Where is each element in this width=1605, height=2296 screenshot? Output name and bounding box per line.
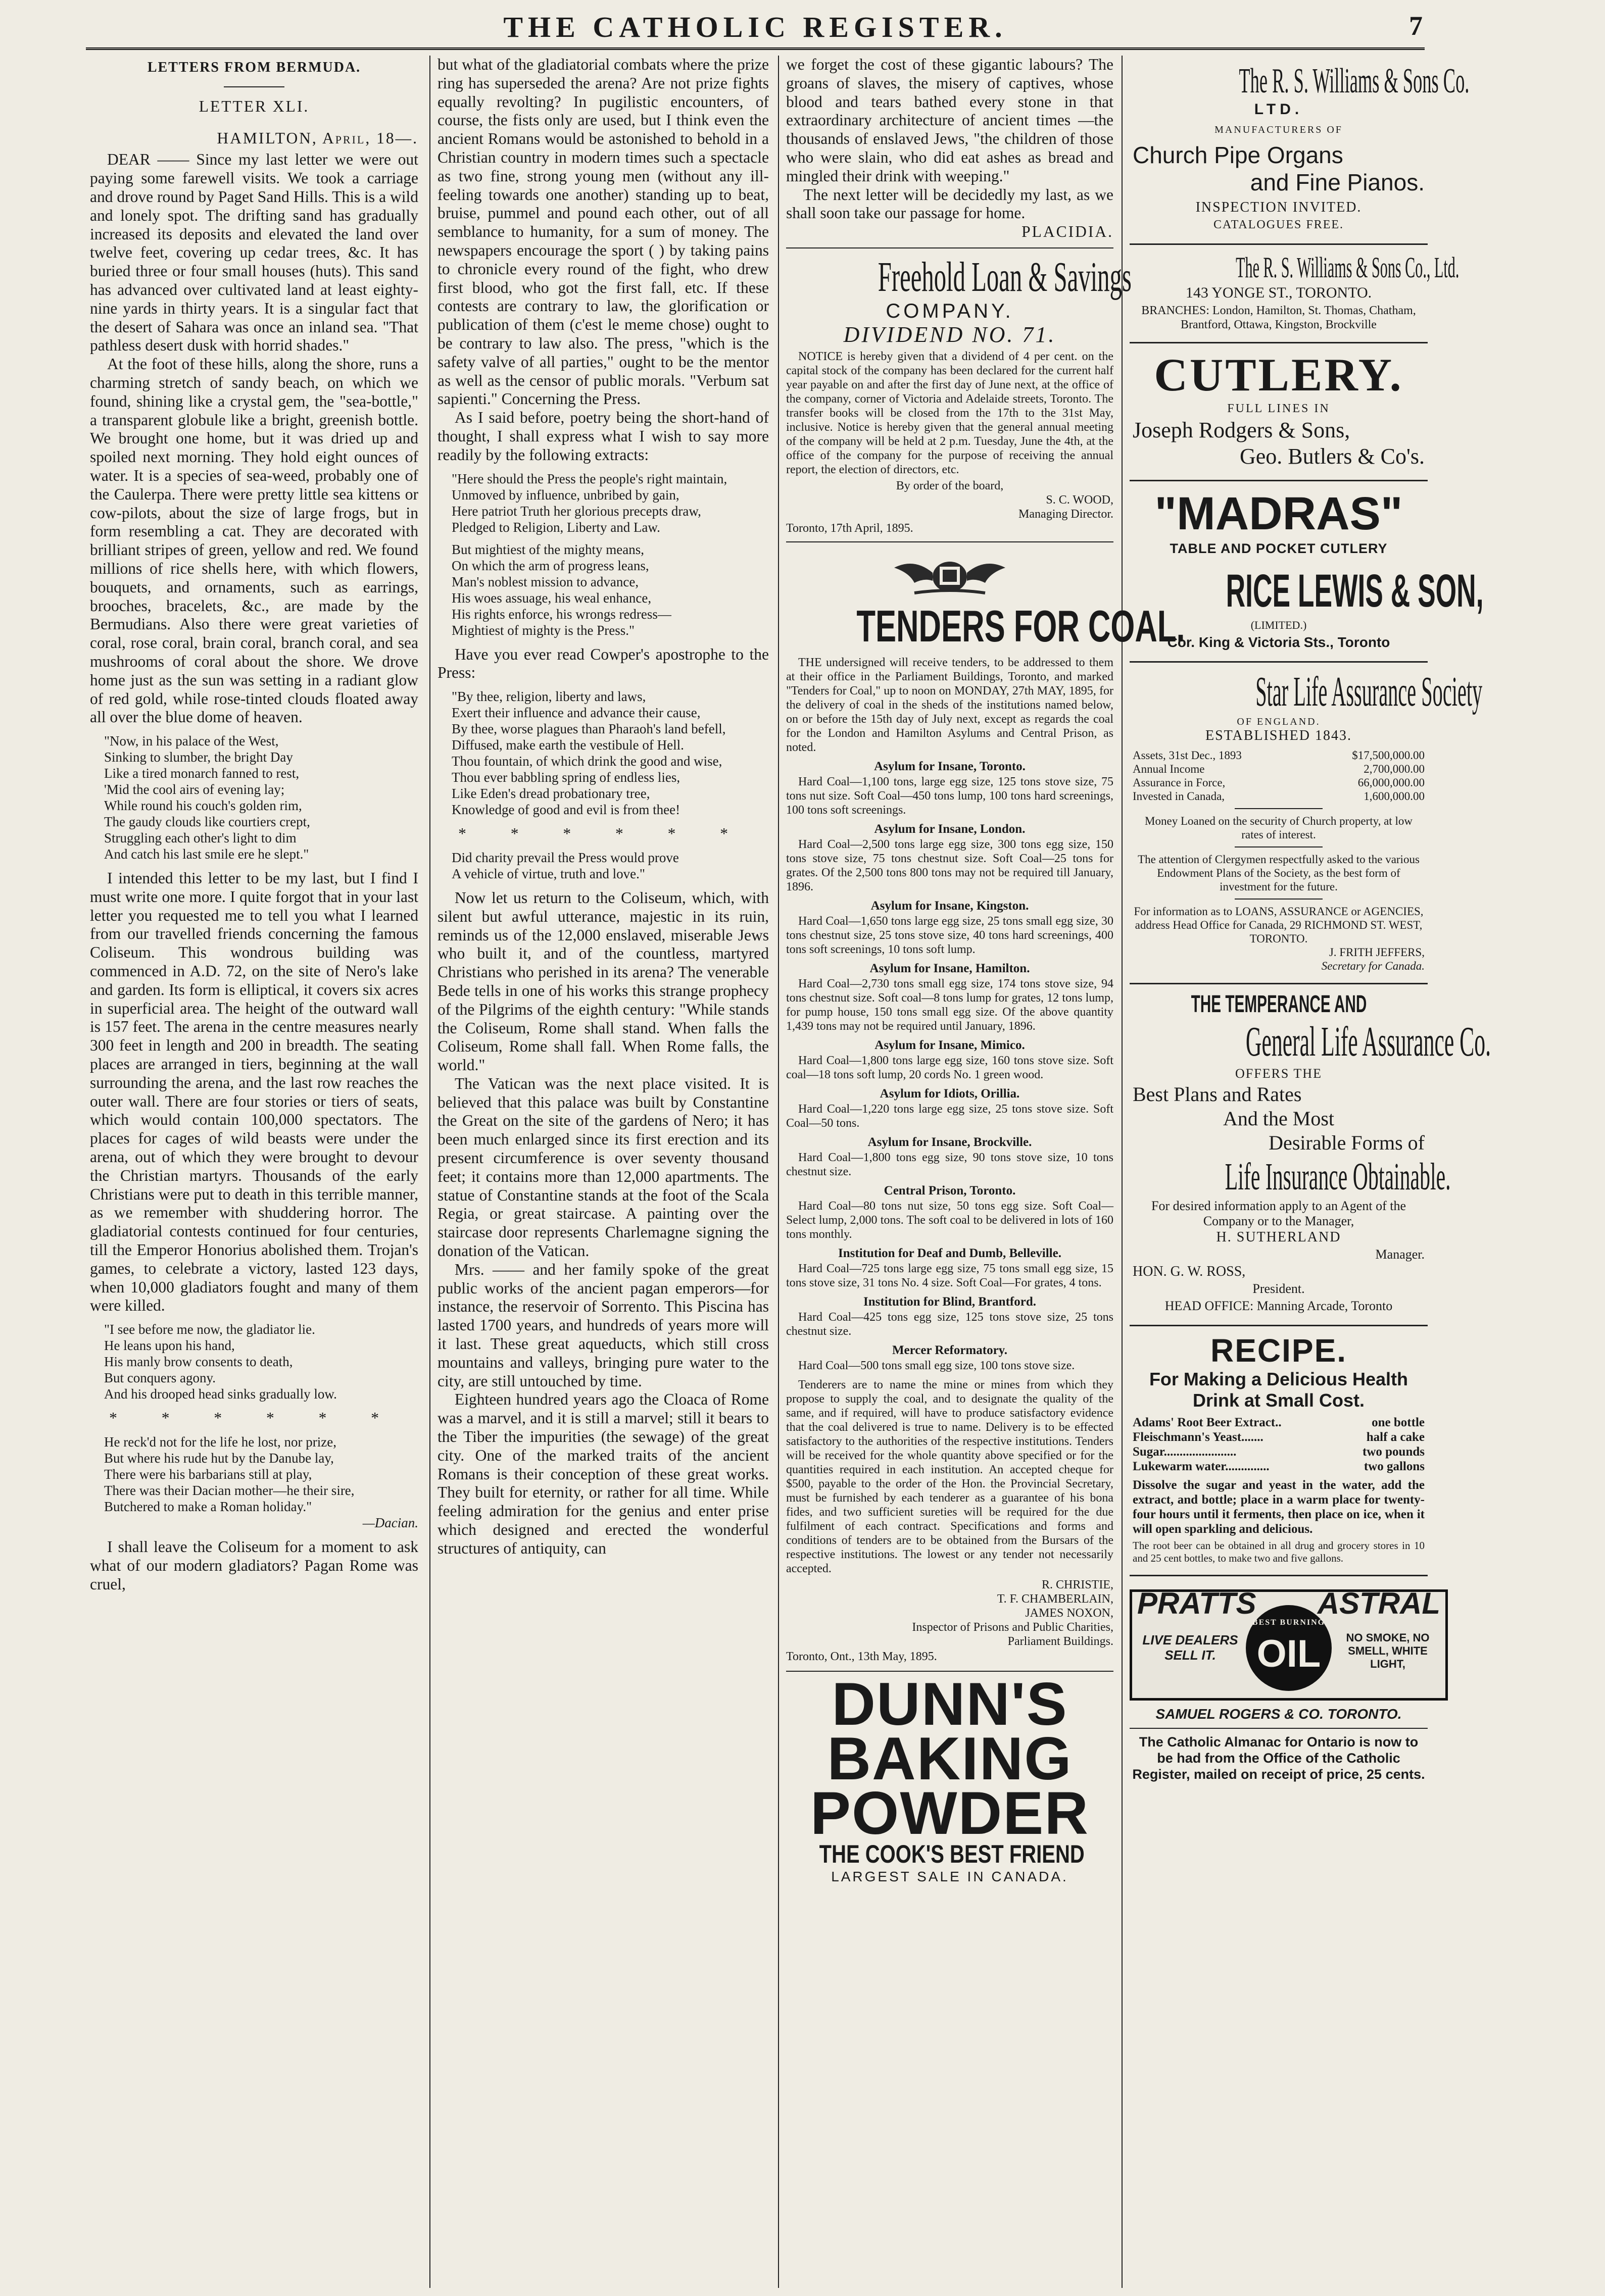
dunn-line: POWDER (810, 1779, 1089, 1847)
article-paragraph: we forget the cost of these gigantic labours? The groans of slaves, the misery of captives, whose blood and tears bathed every stone in that extraordinary architecture of ancient times —the thousands of enslaved Jews, "the children of those who were slain, who did eat ashes as bread and mingled their drink with weeping." (786, 56, 1113, 185)
freehold-title-text: Freehold Loan & Savings (878, 253, 1132, 301)
dunn-tagline (786, 1840, 1113, 1868)
divider (224, 86, 284, 87)
cutlery-maker1: Joseph Rodgers & Sons, (1133, 418, 1350, 442)
rsw2-title-text: The R. S. Williams & Sons Co., Ltd. (1236, 251, 1460, 284)
institution-heading: Asylum for Insane, Hamilton. (869, 961, 1030, 975)
freehold-title (786, 253, 1132, 301)
article-signature: PLACIDIA. (1022, 223, 1113, 241)
article-paragraph: Now let us return to the Coliseum, which, with silent but awful utterance, majestic in its ruin, reminds us of the 12,000 enslaved, miserable Jews who built it, and of the countless, martyred Christians who perished in its arena? The venerable Bede tells in one of his works this strange prophecy of the Pilgrims of the eighth century: "While stands the Coliseum, Rome shall stand. When falls the Coliseum, Rome shall fall. When Rome falls, the world." (437, 888, 769, 1074)
temperance-desirable: Desirable Forms of (1269, 1131, 1425, 1154)
divider (1235, 899, 1322, 900)
pratt-astral-logo (1130, 1586, 1448, 1701)
rsw2-address: 143 YONGE ST., TORONTO. (1185, 284, 1372, 301)
institution-detail: Hard Coal—2,500 tons large egg size, 300 tons egg size, 150 tons stove size, 75 tons chestnut size. Soft Coal—25 tons for grates. Of the 2,500 tons 800 tons may not be required till January, 1896. (786, 837, 1113, 893)
recipe-item: Sugar....................... (1133, 1445, 1237, 1459)
recipe-note: The root beer can be obtained in all drug and grocery stores in 10 and 25 cent bottles, to make two and five gallons. (1133, 1539, 1425, 1564)
poem-line: Thou fountain, of which drink the good and wise, (452, 754, 722, 769)
temperance-life (1133, 1155, 1451, 1199)
rice-lewis-limited: (LIMITED.) (1250, 619, 1307, 631)
poem-line: "Here should the Press the people's right maintain, (452, 471, 727, 486)
temperance-most: And the Most (1223, 1107, 1334, 1130)
financial-value: $17,500,000.00 (1352, 749, 1425, 762)
poem-line: He leans upon his hand, (104, 1338, 235, 1354)
recipe-quantity: two gallons (1364, 1460, 1425, 1473)
poem-line: "I see before me now, the gladiator lie. (104, 1322, 315, 1337)
pratt-maker: SAMUEL ROGERS & CO. TORONTO. (1155, 1706, 1402, 1722)
poem-line: There were his barbarians still at play, (104, 1467, 312, 1482)
poem-line: His woes assuage, his weal enhance, (452, 590, 652, 606)
pratt-oil-badge (1246, 1605, 1332, 1691)
dunn-ad (786, 1670, 1113, 1886)
poem-charity (452, 850, 769, 882)
column-letters (90, 56, 418, 2288)
poem-line: Diffused, make earth the vestibule of Hell. (452, 737, 684, 753)
poem-press (452, 471, 769, 638)
recipe-row (1133, 1415, 1425, 1430)
star-financials (1133, 748, 1425, 803)
letter-paragraph: I intended this letter to be my last, but I find I must write one more. I quite forgot that in your last letter you requested me to tell you what I learned from our travelled friends concerning the famous Coliseum. This wondrous building was commenced in A.D. 72, on the site of Nero's lake and garden. Its form is elliptical, it covers six acres in superficial area. The height of the outward wall is 157 feet. The arena in the centre measures nearly 300 feet in length and 200 in breadth. The seating places are arranged in tiers, beginning at the wall surrounding the arena, and the last row reaches the outer wall. There are four stories or tiers of seats, which would contain 100,000 spectators. The places for cages of wild beasts were under the arena, out of which they were brought to devour the Christian martyrs. Thousands of the early Christians were put to death in this terrible manner, as we remember with shuddering horror. The gladiatorial contests continued for four centuries, till the Emperor Honorius abolished them. Trojan's games, to celebrate a victory, lasted 123 days, when 10,000 gladiators fought and many of them were killed. (90, 869, 418, 1315)
poem-line: Struggling each other's light to dim (104, 830, 297, 846)
institution-detail: Hard Coal—1,650 tons large egg size, 25 tons small egg size, 30 tons chestnut size, 25 tons stove size, 40 tons hard screenings, 400 tons soft screenings, 10 tons soft lump. (786, 914, 1113, 956)
institution-heading: Asylum for Insane, Toronto. (874, 759, 1026, 773)
poem-line: While round his couch's golden rim, (104, 798, 302, 814)
rsw-branches-ad (1130, 245, 1460, 343)
star-established: ESTABLISHED 1843. (1205, 728, 1352, 743)
ornament-stars: * * * * * * (109, 1409, 399, 1427)
poem-line: And his drooped head sinks gradually low. (104, 1386, 337, 1402)
temperance-ad (1130, 984, 1491, 1326)
financial-row (1133, 789, 1425, 803)
temperance-life-text: Life Insurance Obtainable. (1225, 1156, 1451, 1198)
dunn-line: BAKING (827, 1724, 1073, 1792)
rsw-title (1133, 62, 1470, 101)
institution-heading: Institution for Deaf and Dumb, Belleville. (838, 1246, 1061, 1260)
tender-signer: JAMES NOXON, (1025, 1606, 1113, 1620)
recipe-ingredients (1133, 1415, 1425, 1474)
temperance-office: HEAD OFFICE: Manning Arcade, Toronto (1164, 1299, 1393, 1313)
divider (786, 247, 1113, 248)
temperance-offers: OFFERS THE (1235, 1066, 1322, 1081)
rsw-ltd: LTD. (1254, 101, 1303, 118)
poem-line: "Now, in his palace of the West, (104, 733, 279, 749)
coat-of-arms-icon (884, 553, 1015, 598)
star-info: For information as to LOANS, ASSURANCE or AGENCIES, address Head Office for Canada, 29 RICHMOND ST. WEST, TORONTO. (1134, 905, 1424, 945)
dividend-order: By order of the board, (896, 479, 1004, 492)
pratt-brand: PRATTS (1137, 1586, 1256, 1620)
star-title (1133, 668, 1483, 715)
temperance-president: HON. G. W. ROSS, (1133, 1264, 1246, 1279)
letter-paragraph: I shall leave the Coliseum for a moment to ask what of our modern gladiators? Pagan Rome was cruel, (90, 1538, 418, 1593)
tenders-text: THE undersigned will receive tenders, to be addressed to them at their office in the Parliament Buildings, Toronto, and marked "Tenders for Coal," up to noon on MONDAY, 27th MAY, 1895, for the delivery of coal in the sheds of the institutions named below, on or before the 15th day of July next, except as regards the coal for the London and Hamilton Asylums and Central Prison, as noted. (786, 656, 1113, 754)
tenders-title (786, 601, 1185, 651)
poem-line: By thee, worse plagues than Pharaoh's land befell, (452, 721, 726, 737)
almanac-notice: The Catholic Almanac for Ontario is now to be had from the Office of the Catholic Register, mailed on receipt of price, 25 cents. (1132, 1734, 1425, 1782)
rice-lewis-title-text: RICE LEWIS & SON, (1226, 565, 1484, 617)
dateline: HAMILTON, April, 18—. (217, 129, 418, 147)
poem-line: Here patriot Truth her glorious precepts draw, (452, 503, 701, 519)
tenders-notice (786, 656, 1113, 1664)
article-paragraph: The Vatican was the next place visited. It is believed that this palace was built by Constantine the Great on the site of the gardens of Nero; it has been much enlarged since its first erection and its present circumference is over seventy thousand feet; it contains more than 12,000 apartments. The statue of Constantine stands at the foot of the Scala Regia, or great staircase. A painting over the staircase door represents Charlemagne signing the donation of the Vatican. (437, 1074, 769, 1260)
newspaper-title: THE CATHOLIC REGISTER. (503, 11, 1007, 43)
tender-signer: T. F. CHAMBERLAIN, (997, 1592, 1113, 1606)
institution-detail: Hard Coal—2,730 tons small egg size, 174 tons stove size, 94 tons chestnut size. Soft coal—8 tons lump for grates, 12 tons lump, for pump house, 150 tons small egg size. Of the above quantity 1,439 tons may not be required until January, 1896. (786, 977, 1113, 1033)
poem-line: But mightiest of the mighty means, (452, 541, 644, 557)
poem-line: Unmoved by influence, unbribed by gain, (452, 487, 679, 503)
article-paragraph: but what of the gladiatorial combats where the prize ring has superseded the arena? Are not prize fights equally revolting? In pugilistic encounters, of course, the fists only are used, but I think even the ancient Romans would be astonished to behold in a Christian country in modern times such a spectacle as two fine, strong young men (without any ill-feeling towards one another) standing up to beat, bruise, pummel and pound each other, out of all semblance to humanity, for a sum of money. The newspapers encourage the sport ( ) by taking pains to chronicle every round of the fight, who drew first blood, who got the first fall, etc. If these contests are contrary to law, the glorification or publication of them (c'est le meme chose) ought to be contrary to law also. The press, "which is the safety valve of all parties," ought to be the mentor as well as the censor of public morals. "Verbum sat sapienti." Concerning the Press. (437, 56, 769, 408)
cutlery-ad (1130, 343, 1428, 481)
financial-label: Invested in Canada, (1133, 790, 1225, 803)
madras-title: "MADRAS" (1154, 488, 1403, 539)
financial-label: Assets, 31st Dec., 1893 (1133, 749, 1242, 762)
dunn-line: DUNN'S (832, 1670, 1068, 1738)
rice-lewis-ad (1130, 559, 1484, 663)
madras-ad (1130, 481, 1428, 559)
institution-detail: Hard Coal—1,800 tons egg size, 90 tons stove size, 10 tons chestnut size. (786, 1151, 1113, 1178)
tender-signer: Inspector of Prisons and Public Charities, (912, 1620, 1113, 1634)
rsw2-branches: BRANCHES: London, Hamilton, St. Thomas, Chatham, Brantford, Ottawa, Kingston, Brockville (1141, 304, 1416, 331)
poem-line: And catch his last smile ere he slept." (104, 846, 309, 862)
temperance-best: Best Plans and Rates (1133, 1083, 1302, 1106)
poem-cowper (452, 688, 769, 818)
pratt-ad (1130, 1576, 1440, 1782)
masthead (86, 7, 1425, 50)
freehold-company: COMPANY. (886, 300, 1014, 322)
recipe-quantity: two pounds (1363, 1445, 1425, 1459)
article-paragraph: The next letter will be decidedly my last, as we shall soon take our passage for home. (786, 185, 1113, 222)
institution-detail: Hard Coal—1,800 tons large egg size, 160 tons stove size. Soft coal—18 tons soft lump, 20 cords No. 1 green wood. (786, 1054, 1113, 1081)
poem-line: Man's noblest mission to advance, (452, 574, 639, 589)
rsw-title-text: The R. S. Williams & Sons Co. (1239, 62, 1470, 101)
poem-line: Like Eden's dread probationary tree, (452, 786, 650, 802)
poem-line: Did charity prevail the Press would prove (452, 850, 679, 865)
poem-line: Sinking to slumber, the bright Day (104, 750, 293, 765)
rsw-ad (1130, 56, 1470, 245)
financial-row (1133, 776, 1425, 789)
rsw-manufacturers: MANUFACTURERS OF (1214, 124, 1343, 135)
pratt-features: NO SMOKE, NO SMELL, WHITE LIGHT, (1346, 1631, 1430, 1670)
poem-line: Butchered to make a Roman holiday." (104, 1499, 312, 1515)
ornament-stars: * * * * * * (458, 825, 748, 843)
recipe-quantity: one bottle (1372, 1416, 1425, 1429)
institution-detail: Hard Coal—80 tons nut size, 50 tons egg size. Soft Coal—Select lump, 2,000 tons. The soft coal to be delivered in lots of 160 tons monthly. (786, 1199, 1113, 1241)
star-title-text: Star Life Assurance Society (1255, 668, 1483, 715)
rsw-catalogues: CATALOGUES FREE. (1213, 218, 1344, 231)
article-paragraph: Have you ever read Cowper's apostrophe to the Press: (437, 645, 769, 682)
financial-value: 1,600,000.00 (1364, 790, 1425, 803)
dividend-text: NOTICE is hereby given that a dividend of 4 per cent. on the capital stock of the company has been declared for the current half year payable on and after the first day of June next, at the office of the company, corner of Victoria and Adelaide streets, Toronto. The transfer books will be closed from the 17th to the 31st May, inclusive. Notice is hereby given that the general annual meeting of the company will be held at 2 p.m. Tuesday, June the 4th, at the office of the company for the purpose of receiving the annual report, the election of directors, etc. (786, 350, 1113, 476)
dividend-role: Managing Director. (1018, 507, 1113, 521)
institution-heading: Asylum for Insane, London. (874, 822, 1026, 836)
poem-line: A vehicle of virtue, truth and love." (452, 866, 645, 881)
institution-detail: Hard Coal—1,100 tons, large egg size, 125 tons stove size, 75 tons nut size. Soft Coal—450 tons lump, 100 tons hard screenings, 100 tons soft screenings. (786, 775, 1113, 817)
freehold-ad (786, 253, 1132, 535)
financial-value: 2,700,000.00 (1364, 763, 1425, 775)
rsw-inspection: INSPECTION INVITED. (1195, 199, 1362, 215)
recipe-ad (1130, 1326, 1428, 1576)
poem-line: But conquers agony. (104, 1370, 216, 1386)
temperance-title2-text: General Life Assurance Co. (1245, 1018, 1491, 1065)
letter-paragraph: DEAR —— Since my last letter we were out paying some farewell visits. We took a carriage and drove round by Paget Sand Hills. This is a wild and lonely spot. The drifting sand has gradually increased its deposits and elevated the land over twelve feet, covering up cedar trees, &c. It has buried three or four small houses (huts). This sand has advanced over cultivated land at least eighty-nine yards in thirty years. It is a singular fact that the desert of Sahara was once an inland sea. "That pathless desert dusk with horrid shades." (90, 151, 418, 355)
institution-heading: Mercer Reformatory. (892, 1343, 1008, 1357)
poem-attribution: —Dacian. (362, 1515, 418, 1531)
divider (1235, 808, 1322, 809)
dividend-heading: DIVIDEND NO. 71. (843, 322, 1056, 347)
poem-line: But where his rude hut by the Danube lay, (104, 1451, 334, 1466)
rice-lewis-address: Cor. King & Victoria Sts., Toronto (1167, 634, 1390, 650)
recipe-item: Fleischmann's Yeast....... (1133, 1430, 1263, 1444)
tender-terms: Tenderers are to name the mine or mines from which they propose to supply the coal, and to designate the quality of the same, and if required, will have to produce satisfactory evidence that the coal delivered is true to name. Delivery is to be effected satisfactory to the authorities of the respective institutions. Tenders will be received for the whole quantity above specified or for the quantities required in each institution. An accepted cheque for $500, payable to the order of the Hon. the Provincial Secretary, must be furnished by each tenderer as a guarantee of his bona fides, and two sufficient sureties will be required for the due fulfilment of each contract. Specifications and forms and conditions of tenders are to be obtained from the Bursars of the respective institutions. The lowest or any tender not necessarily accepted. (786, 1378, 1113, 1575)
institution-heading: Asylum for Idiots, Orillia. (880, 1086, 1020, 1101)
rsw-line1: Church Pipe Organs (1133, 142, 1343, 168)
poem-line: There was their Dacian mother—he their sire, (104, 1483, 355, 1499)
pratt-best: BEST BURNING (1252, 1618, 1326, 1627)
dividend-notice (786, 350, 1113, 535)
divider (1130, 1728, 1428, 1729)
institution-heading: Institution for Blind, Brantford. (863, 1294, 1036, 1309)
cutlery-full-lines: FULL LINES IN (1227, 402, 1330, 415)
poem-line: Mightiest of mighty is the Press." (452, 622, 635, 638)
financial-label: Annual Income (1133, 763, 1205, 775)
poem-sunset (104, 733, 418, 862)
financial-row (1133, 762, 1425, 776)
institution-detail: Hard Coal—425 tons egg size, 125 tons stove size, 25 tons chestnut size. (786, 1310, 1113, 1338)
column-ads (1130, 56, 1491, 2288)
temperance-desired: For desired information apply to an Agent of the Company or to the Manager, (1151, 1199, 1406, 1228)
poem-line: Thou ever babbling spring of endless lies, (452, 770, 680, 785)
temperance-title (1133, 990, 1425, 1019)
poem-line: On which the arm of progress leans, (452, 558, 649, 573)
article-paragraph: Eighteen hundred years ago the Cloaca of Rome was a marvel, and it is still a marvel; still it bears to the Tiber the impurities (the sewage) of the great city. One of the marked traits of the ancient Romans is their conception of these great works. They built for eternity, or rather for all time. While feeling admiration for the genius and enter prise which designed and erected the wonderful structures of antiquity, can (437, 1390, 769, 1557)
star-of: OF ENGLAND. (1237, 716, 1321, 727)
poem-line: Exert their influence and advance their cause, (452, 705, 701, 721)
institution-detail: Hard Coal—500 tons small egg size, 100 tons stove size. (798, 1359, 1075, 1372)
poem-line: He reck'd not for the life he lost, nor prize, (104, 1434, 336, 1450)
cutlery-title: CUTLERY. (1154, 349, 1403, 401)
poem-line: His manly brow consents to death, (104, 1354, 293, 1370)
rsw-line2: and Fine Pianos. (1250, 169, 1425, 195)
institution-heading: Asylum for Insane, Kingston. (870, 899, 1029, 913)
rsw2-title (1133, 251, 1460, 284)
poem-line: Like a tired monarch fanned to rest, (104, 766, 300, 781)
recipe-row (1133, 1459, 1425, 1474)
poem-line: "By thee, religion, liberty and laws, (452, 689, 646, 705)
poem-gladiator (104, 1321, 418, 1402)
article-paragraph: As I said before, poetry being the short-hand of thought, I shall express what I wish to say more readily by the following extracts: (437, 409, 769, 464)
recipe-subtitle: For Making a Delicious Health Drink at Small Cost. (1149, 1369, 1408, 1411)
star-clergy: The attention of Clergymen respectfully asked to the various Endowment Plans of the Society, as the best form of investment for the future. (1138, 853, 1420, 893)
temperance-title-text: THE TEMPERANCE AND (1191, 991, 1367, 1018)
column-rule (429, 56, 430, 2288)
institution-detail: Hard Coal—1,220 tons large egg size, 25 tons stove size. Soft Coal—50 tons. (786, 1102, 1113, 1130)
recipe-item: Lukewarm water.............. (1133, 1460, 1270, 1473)
dunn-subline: LARGEST SALE IN CANADA. (831, 1868, 1068, 1884)
institution-heading: Asylum for Insane, Mimico. (874, 1038, 1025, 1052)
institution-heading: Central Prison, Toronto. (884, 1183, 1016, 1197)
poem-line: The gaudy clouds like courtiers crept, (104, 814, 310, 830)
poem-dacian (104, 1434, 418, 1531)
temperance-manager: H. SUTHERLAND (1216, 1229, 1341, 1245)
poem-line: Pledged to Religion, Liberty and Law. (452, 519, 660, 535)
pratt-astral: ASTRAL (1317, 1586, 1440, 1620)
star-signer: J. FRITH JEFFERS, (1329, 946, 1425, 959)
pratt-dealers: LIVE DEALERS SELL IT. (1142, 1632, 1238, 1663)
tender-signer: R. CHRISTIE, (1041, 1578, 1113, 1591)
star-life-ad (1130, 663, 1483, 984)
temperance-title2 (1133, 1018, 1491, 1065)
letter-paragraph: At the foot of these hills, along the shore, runs a charming stretch of sandy beach, on which we found, shining like a crystal gem, the "sea-bottle," a transparent globule like a bright, greenish bottle. We brought one home, but it was dried up and spoiled next morning. They hold eight ounces of water. It is a species of sea-weed, probably one of the Caulerpa. There were pretty little sea kittens or cow-pilots, about the size of large frogs, but in form resembling a cat. They are decorated with brilliant stripes of green, yellow and red. We found millions of rice shells here, with which flowers, bouquets, and ornaments, such as earrings, brooches, bracelets, &c., are made by the Bermudians. Also there were great varieties of coral, rose coral, brain coral, branch coral, and sea mushrooms of coral about the shore. We drove home just as the sun was setting in a radiant glow of red gold, while rose-tinted clouds floated away all over the blue dome of heaven. (90, 355, 418, 726)
recipe-quantity: half a cake (1366, 1430, 1425, 1444)
recipe-title: RECIPE. (1210, 1332, 1347, 1369)
institution-detail: Hard Coal—725 tons large egg size, 75 tons small egg size, 15 tons stove size, 31 tons No. 4 size. Soft Coal—For grates, 4 tons. (786, 1262, 1113, 1289)
letters-heading: LETTERS FROM BERMUDA. (147, 60, 361, 75)
divider (1235, 846, 1322, 847)
dividend-date: Toronto, 17th April, 1895. (786, 521, 913, 535)
column-rule (1122, 56, 1123, 2288)
institution-heading: Asylum for Insane, Brockville. (867, 1135, 1032, 1149)
poem-line: Knowledge of good and evil is from thee! (452, 802, 680, 818)
recipe-instructions: Dissolve the sugar and yeast in the water, add the extract, and bottle; place in a warm place for twenty-four hours until it ferments, then place on ice, when it will open sparkling and delicious. (1133, 1478, 1425, 1536)
recipe-row (1133, 1444, 1425, 1459)
tenders-title-text: TENDERS FOR COAL. (856, 601, 1185, 651)
column-rule (778, 56, 779, 2288)
divider (786, 541, 1113, 542)
financial-value: 66,000,000.00 (1357, 776, 1425, 789)
dividend-signer: S. C. WOOD, (1046, 493, 1113, 507)
star-money: Money Loaned on the security of Church property, at low rates of interest. (1145, 815, 1413, 841)
financial-label: Assurance in Force, (1133, 776, 1226, 789)
tender-date: Toronto, Ont., 13th May, 1895. (786, 1650, 937, 1663)
tender-signer: Parliament Buildings. (1007, 1634, 1113, 1648)
page-number: 7 (1409, 11, 1423, 41)
star-signer-role: Secretary for Canada. (1321, 960, 1425, 972)
recipe-row (1133, 1430, 1425, 1444)
article-paragraph: Mrs. —— and her family spoke of the great public works of the ancient pagan emperors—for instance, the reservoir of Sorrento. This Piscina has lasted 1700 years, and hundreds of years more will it last. These great aqueducts, which still cross mountains and valleys, bringing pure water to the city, are still untouched by time. (437, 1260, 769, 1390)
recipe-item: Adams' Root Beer Extract.. (1133, 1416, 1282, 1429)
letter-number: LETTER XLI. (199, 97, 310, 115)
column-continued (437, 56, 769, 2288)
institution-list (786, 760, 1113, 1373)
madras-subtitle: TABLE AND POCKET CUTLERY (1170, 541, 1388, 556)
poem-line: His rights enforce, his wrongs redress— (452, 606, 671, 622)
rice-lewis-title (1133, 565, 1484, 617)
poem-line: 'Mid the cool airs of evening lay; (104, 782, 285, 797)
pratt-oil: OIL (1256, 1632, 1321, 1675)
financial-row (1133, 748, 1425, 762)
temperance-manager-role: Manager. (1375, 1247, 1425, 1262)
cutlery-maker2: Geo. Butlers & Co's. (1239, 444, 1425, 469)
dunn-tagline-text: THE COOK'S BEST FRIEND (819, 1839, 1085, 1868)
temperance-president-role: President. (1252, 1281, 1305, 1296)
